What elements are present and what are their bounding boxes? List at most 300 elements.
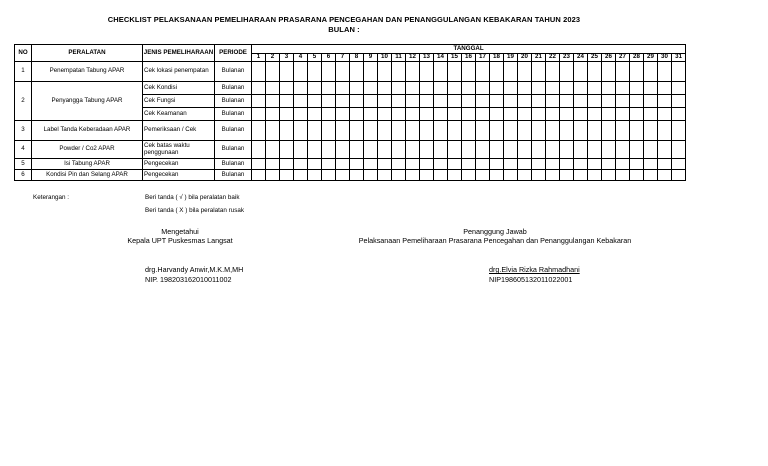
check-cell[interactable] <box>322 82 336 95</box>
check-cell[interactable] <box>308 108 322 121</box>
check-cell[interactable] <box>364 159 378 170</box>
check-cell[interactable] <box>434 141 448 159</box>
check-cell[interactable] <box>574 170 588 181</box>
check-cell[interactable] <box>280 121 294 141</box>
check-cell[interactable] <box>280 170 294 181</box>
check-cell[interactable] <box>602 170 616 181</box>
check-cell[interactable] <box>518 141 532 159</box>
check-cell[interactable] <box>658 95 672 108</box>
check-cell[interactable] <box>476 108 490 121</box>
check-cell[interactable] <box>672 141 686 159</box>
check-cell[interactable] <box>308 141 322 159</box>
check-cell[interactable] <box>308 121 322 141</box>
check-cell[interactable] <box>560 121 574 141</box>
check-cell[interactable] <box>350 121 364 141</box>
check-cell[interactable] <box>406 95 420 108</box>
check-cell[interactable] <box>518 159 532 170</box>
check-cell[interactable] <box>658 82 672 95</box>
day-header: 6 <box>322 54 336 62</box>
left-sign-title: Mengetahui <box>161 227 199 236</box>
check-cell[interactable] <box>546 121 560 141</box>
check-cell[interactable] <box>532 82 546 95</box>
day-header: 7 <box>336 54 350 62</box>
check-cell[interactable] <box>294 170 308 181</box>
check-cell[interactable] <box>560 62 574 82</box>
check-cell[interactable] <box>504 159 518 170</box>
check-cell[interactable] <box>336 121 350 141</box>
check-cell[interactable] <box>518 95 532 108</box>
check-cell[interactable] <box>378 121 392 141</box>
check-cell[interactable] <box>252 62 266 82</box>
check-cell[interactable] <box>588 62 602 82</box>
check-cell[interactable] <box>294 62 308 82</box>
check-cell[interactable] <box>448 159 462 170</box>
check-cell[interactable] <box>294 159 308 170</box>
check-cell[interactable] <box>616 62 630 82</box>
check-cell[interactable] <box>308 62 322 82</box>
check-cell[interactable] <box>448 108 462 121</box>
table-row <box>15 159 686 170</box>
check-cell[interactable] <box>602 121 616 141</box>
check-cell[interactable] <box>350 95 364 108</box>
check-cell[interactable] <box>462 108 476 121</box>
check-cell[interactable] <box>294 82 308 95</box>
day-header: 2 <box>266 54 280 62</box>
check-cell[interactable] <box>588 141 602 159</box>
check-cell[interactable] <box>644 62 658 82</box>
header-no: NO <box>15 45 32 62</box>
check-cell[interactable] <box>490 95 504 108</box>
check-cell[interactable] <box>308 170 322 181</box>
left-sign-name: drg.Harvandy Anwir,M.K.M,MH <box>145 265 244 274</box>
check-cell[interactable] <box>434 121 448 141</box>
check-cell[interactable] <box>322 141 336 159</box>
check-cell[interactable] <box>378 82 392 95</box>
check-cell[interactable] <box>392 159 406 170</box>
check-cell[interactable] <box>350 159 364 170</box>
check-cell[interactable] <box>420 170 434 181</box>
day-header: 21 <box>532 54 546 62</box>
check-cell[interactable] <box>658 141 672 159</box>
check-cell[interactable] <box>252 141 266 159</box>
day-header: 9 <box>364 54 378 62</box>
check-cell[interactable] <box>630 141 644 159</box>
check-cell[interactable] <box>490 121 504 141</box>
check-cell[interactable] <box>406 159 420 170</box>
check-cell[interactable] <box>252 82 266 95</box>
check-cell[interactable] <box>308 82 322 95</box>
check-cell[interactable] <box>532 141 546 159</box>
check-cell[interactable] <box>644 121 658 141</box>
day-header: 11 <box>392 54 406 62</box>
check-cell[interactable] <box>644 95 658 108</box>
check-cell[interactable] <box>378 141 392 159</box>
check-cell[interactable] <box>420 82 434 95</box>
check-cell[interactable] <box>364 121 378 141</box>
check-cell[interactable] <box>294 95 308 108</box>
day-header: 12 <box>406 54 420 62</box>
check-cell[interactable] <box>434 95 448 108</box>
check-cell[interactable] <box>462 159 476 170</box>
check-cell[interactable] <box>630 95 644 108</box>
check-cell[interactable] <box>406 170 420 181</box>
check-cell[interactable] <box>476 170 490 181</box>
check-cell[interactable] <box>616 82 630 95</box>
check-cell[interactable] <box>672 121 686 141</box>
check-cell[interactable] <box>546 108 560 121</box>
check-cell[interactable] <box>336 159 350 170</box>
check-cell[interactable] <box>462 121 476 141</box>
check-cell[interactable] <box>630 82 644 95</box>
check-cell[interactable] <box>476 159 490 170</box>
check-cell[interactable] <box>602 108 616 121</box>
check-cell[interactable] <box>518 82 532 95</box>
check-cell[interactable] <box>364 82 378 95</box>
check-cell[interactable] <box>504 108 518 121</box>
day-header: 28 <box>630 54 644 62</box>
row-periode: Bulanan <box>215 141 252 159</box>
check-cell[interactable] <box>266 108 280 121</box>
check-cell[interactable] <box>546 95 560 108</box>
check-cell[interactable] <box>322 159 336 170</box>
check-cell[interactable] <box>434 108 448 121</box>
check-cell[interactable] <box>392 170 406 181</box>
row-periode: Bulanan <box>215 159 252 170</box>
check-cell[interactable] <box>588 121 602 141</box>
check-cell[interactable] <box>378 159 392 170</box>
check-cell[interactable] <box>294 121 308 141</box>
check-cell[interactable] <box>644 82 658 95</box>
day-header: 16 <box>462 54 476 62</box>
check-cell[interactable] <box>420 108 434 121</box>
check-cell[interactable] <box>518 121 532 141</box>
check-cell[interactable] <box>532 62 546 82</box>
check-cell[interactable] <box>420 62 434 82</box>
check-cell[interactable] <box>350 62 364 82</box>
row-jenis: Cek Keamanan <box>143 108 215 121</box>
check-cell[interactable] <box>560 82 574 95</box>
check-cell[interactable] <box>420 141 434 159</box>
check-cell[interactable] <box>252 95 266 108</box>
day-header: 19 <box>504 54 518 62</box>
check-cell[interactable] <box>504 62 518 82</box>
check-cell[interactable] <box>602 159 616 170</box>
day-header: 27 <box>616 54 630 62</box>
check-cell[interactable] <box>504 170 518 181</box>
check-cell[interactable] <box>266 159 280 170</box>
check-cell[interactable] <box>462 141 476 159</box>
row-peralatan: Powder / Co2 APAR <box>32 141 143 159</box>
check-cell[interactable] <box>602 95 616 108</box>
check-cell[interactable] <box>574 95 588 108</box>
check-cell[interactable] <box>644 170 658 181</box>
check-cell[interactable] <box>588 159 602 170</box>
check-cell[interactable] <box>392 95 406 108</box>
check-cell[interactable] <box>546 62 560 82</box>
check-cell[interactable] <box>252 121 266 141</box>
check-cell[interactable] <box>560 108 574 121</box>
check-cell[interactable] <box>434 170 448 181</box>
check-cell[interactable] <box>658 108 672 121</box>
keterangan-label: Keterangan : <box>33 194 70 201</box>
check-cell[interactable] <box>280 95 294 108</box>
check-cell[interactable] <box>252 159 266 170</box>
check-cell[interactable] <box>406 82 420 95</box>
check-cell[interactable] <box>336 108 350 121</box>
check-cell[interactable] <box>448 82 462 95</box>
check-cell[interactable] <box>574 121 588 141</box>
check-cell[interactable] <box>434 159 448 170</box>
check-cell[interactable] <box>560 141 574 159</box>
check-cell[interactable] <box>658 62 672 82</box>
check-cell[interactable] <box>574 108 588 121</box>
check-cell[interactable] <box>658 121 672 141</box>
day-header: 15 <box>448 54 462 62</box>
check-cell[interactable] <box>462 82 476 95</box>
day-header: 29 <box>644 54 658 62</box>
check-cell[interactable] <box>672 62 686 82</box>
check-cell[interactable] <box>616 159 630 170</box>
check-cell[interactable] <box>280 82 294 95</box>
day-header: 23 <box>560 54 574 62</box>
check-cell[interactable] <box>406 141 420 159</box>
check-cell[interactable] <box>252 108 266 121</box>
check-cell[interactable] <box>532 159 546 170</box>
check-cell[interactable] <box>420 95 434 108</box>
day-header: 26 <box>602 54 616 62</box>
check-cell[interactable] <box>658 170 672 181</box>
check-cell[interactable] <box>658 159 672 170</box>
row-peralatan: Isi Tabung APAR <box>32 159 143 170</box>
check-cell[interactable] <box>644 159 658 170</box>
check-cell[interactable] <box>588 95 602 108</box>
check-cell[interactable] <box>406 121 420 141</box>
check-cell[interactable] <box>336 141 350 159</box>
check-cell[interactable] <box>574 141 588 159</box>
check-cell[interactable] <box>308 159 322 170</box>
check-cell[interactable] <box>392 121 406 141</box>
day-header: 8 <box>350 54 364 62</box>
check-cell[interactable] <box>378 62 392 82</box>
check-cell[interactable] <box>392 108 406 121</box>
left-sign-position: Kepala UPT Puskesmas Langsat <box>127 236 233 245</box>
check-cell[interactable] <box>546 141 560 159</box>
table-row <box>15 82 686 95</box>
check-cell[interactable] <box>462 62 476 82</box>
row-no: 6 <box>15 170 32 181</box>
check-cell[interactable] <box>434 82 448 95</box>
check-cell[interactable] <box>476 82 490 95</box>
day-header: 24 <box>574 54 588 62</box>
check-cell[interactable] <box>266 121 280 141</box>
keterangan-broken: Beri tanda ( X ) bila peralatan rusak <box>145 207 245 214</box>
check-cell[interactable] <box>616 141 630 159</box>
check-cell[interactable] <box>630 121 644 141</box>
day-header: 17 <box>476 54 490 62</box>
check-cell[interactable] <box>560 170 574 181</box>
check-cell[interactable] <box>462 170 476 181</box>
day-header: 22 <box>546 54 560 62</box>
check-cell[interactable] <box>518 62 532 82</box>
check-cell[interactable] <box>420 121 434 141</box>
check-cell[interactable] <box>630 62 644 82</box>
check-cell[interactable] <box>672 170 686 181</box>
day-header: 13 <box>420 54 434 62</box>
check-cell[interactable] <box>336 95 350 108</box>
check-cell[interactable] <box>294 141 308 159</box>
check-cell[interactable] <box>560 159 574 170</box>
check-cell[interactable] <box>602 62 616 82</box>
check-cell[interactable] <box>350 170 364 181</box>
check-cell[interactable] <box>378 170 392 181</box>
check-cell[interactable] <box>574 159 588 170</box>
check-cell[interactable] <box>364 141 378 159</box>
check-cell[interactable] <box>504 95 518 108</box>
day-header: 20 <box>518 54 532 62</box>
row-peralatan: Penyangga Tabung APAR <box>32 82 143 121</box>
check-cell[interactable] <box>322 170 336 181</box>
check-cell[interactable] <box>364 95 378 108</box>
check-cell[interactable] <box>546 82 560 95</box>
check-cell[interactable] <box>266 170 280 181</box>
check-cell[interactable] <box>546 170 560 181</box>
check-cell[interactable] <box>602 141 616 159</box>
day-header: 5 <box>308 54 322 62</box>
check-cell[interactable] <box>322 108 336 121</box>
check-cell[interactable] <box>392 62 406 82</box>
check-cell[interactable] <box>392 141 406 159</box>
check-cell[interactable] <box>434 62 448 82</box>
check-cell[interactable] <box>588 82 602 95</box>
check-cell[interactable] <box>574 82 588 95</box>
check-cell[interactable] <box>462 95 476 108</box>
check-cell[interactable] <box>504 141 518 159</box>
check-cell[interactable] <box>546 159 560 170</box>
check-cell[interactable] <box>490 108 504 121</box>
check-cell[interactable] <box>672 159 686 170</box>
check-cell[interactable] <box>364 62 378 82</box>
check-cell[interactable] <box>322 62 336 82</box>
check-cell[interactable] <box>392 82 406 95</box>
check-cell[interactable] <box>476 95 490 108</box>
check-cell[interactable] <box>630 159 644 170</box>
check-cell[interactable] <box>350 82 364 95</box>
right-sign-name: drg.Elvia Rizka Rahmadhani <box>489 265 580 274</box>
check-cell[interactable] <box>616 121 630 141</box>
check-cell[interactable] <box>448 62 462 82</box>
check-cell[interactable] <box>532 95 546 108</box>
check-cell[interactable] <box>448 170 462 181</box>
check-cell[interactable] <box>616 95 630 108</box>
check-cell[interactable] <box>266 141 280 159</box>
check-cell[interactable] <box>490 141 504 159</box>
check-cell[interactable] <box>280 108 294 121</box>
check-cell[interactable] <box>560 95 574 108</box>
check-cell[interactable] <box>532 108 546 121</box>
check-cell[interactable] <box>378 95 392 108</box>
check-cell[interactable] <box>280 141 294 159</box>
check-cell[interactable] <box>476 121 490 141</box>
check-cell[interactable] <box>476 62 490 82</box>
check-cell[interactable] <box>644 141 658 159</box>
check-cell[interactable] <box>294 108 308 121</box>
check-cell[interactable] <box>448 121 462 141</box>
right-sign-position: Pelaksanaan Pemeliharaan Prasarana Pencegahan dan Penanggulangan Kebakaran <box>358 236 632 245</box>
row-peralatan: Label Tanda Keberadaan APAR <box>32 121 143 141</box>
check-cell[interactable] <box>532 170 546 181</box>
check-cell[interactable] <box>588 108 602 121</box>
check-cell[interactable] <box>420 159 434 170</box>
check-cell[interactable] <box>672 82 686 95</box>
check-cell[interactable] <box>378 108 392 121</box>
row-periode: Bulanan <box>215 82 252 95</box>
check-cell[interactable] <box>490 159 504 170</box>
check-cell[interactable] <box>280 159 294 170</box>
row-periode: Bulanan <box>215 170 252 181</box>
check-cell[interactable] <box>602 82 616 95</box>
check-cell[interactable] <box>644 108 658 121</box>
right-sign-nip: NIP198605132011022001 <box>489 275 573 284</box>
check-cell[interactable] <box>364 170 378 181</box>
check-cell[interactable] <box>588 170 602 181</box>
check-cell[interactable] <box>630 108 644 121</box>
check-cell[interactable] <box>616 170 630 181</box>
check-cell[interactable] <box>672 108 686 121</box>
check-cell[interactable] <box>266 62 280 82</box>
check-cell[interactable] <box>504 82 518 95</box>
check-cell[interactable] <box>616 108 630 121</box>
check-cell[interactable] <box>532 121 546 141</box>
check-cell[interactable] <box>518 170 532 181</box>
check-cell[interactable] <box>350 108 364 121</box>
check-cell[interactable] <box>336 170 350 181</box>
check-cell[interactable] <box>280 62 294 82</box>
row-periode: Bulanan <box>215 121 252 141</box>
check-cell[interactable] <box>476 141 490 159</box>
check-cell[interactable] <box>406 108 420 121</box>
check-cell[interactable] <box>308 95 322 108</box>
check-cell[interactable] <box>490 82 504 95</box>
table-row <box>15 121 686 141</box>
row-jenis: Cek Fungsi <box>143 95 215 108</box>
check-cell[interactable] <box>266 82 280 95</box>
check-cell[interactable] <box>518 108 532 121</box>
check-cell[interactable] <box>574 62 588 82</box>
check-cell[interactable] <box>350 141 364 159</box>
check-cell[interactable] <box>448 141 462 159</box>
day-header: 4 <box>294 54 308 62</box>
check-cell[interactable] <box>490 170 504 181</box>
check-cell[interactable] <box>364 108 378 121</box>
check-cell[interactable] <box>336 62 350 82</box>
day-header: 1 <box>252 54 266 62</box>
check-cell[interactable] <box>322 95 336 108</box>
check-cell[interactable] <box>630 170 644 181</box>
check-cell[interactable] <box>672 95 686 108</box>
check-cell[interactable] <box>406 62 420 82</box>
check-cell[interactable] <box>448 95 462 108</box>
check-cell[interactable] <box>322 121 336 141</box>
header-jenis-pemeliharaan: JENIS PEMELIHARAAN <box>143 45 215 62</box>
check-cell[interactable] <box>504 121 518 141</box>
check-cell[interactable] <box>336 82 350 95</box>
day-header: 3 <box>280 54 294 62</box>
check-cell[interactable] <box>266 95 280 108</box>
check-cell[interactable] <box>252 170 266 181</box>
row-peralatan: Kondisi Pin dan Selang APAR <box>32 170 143 181</box>
checklist-table <box>14 44 686 181</box>
check-cell[interactable] <box>490 62 504 82</box>
